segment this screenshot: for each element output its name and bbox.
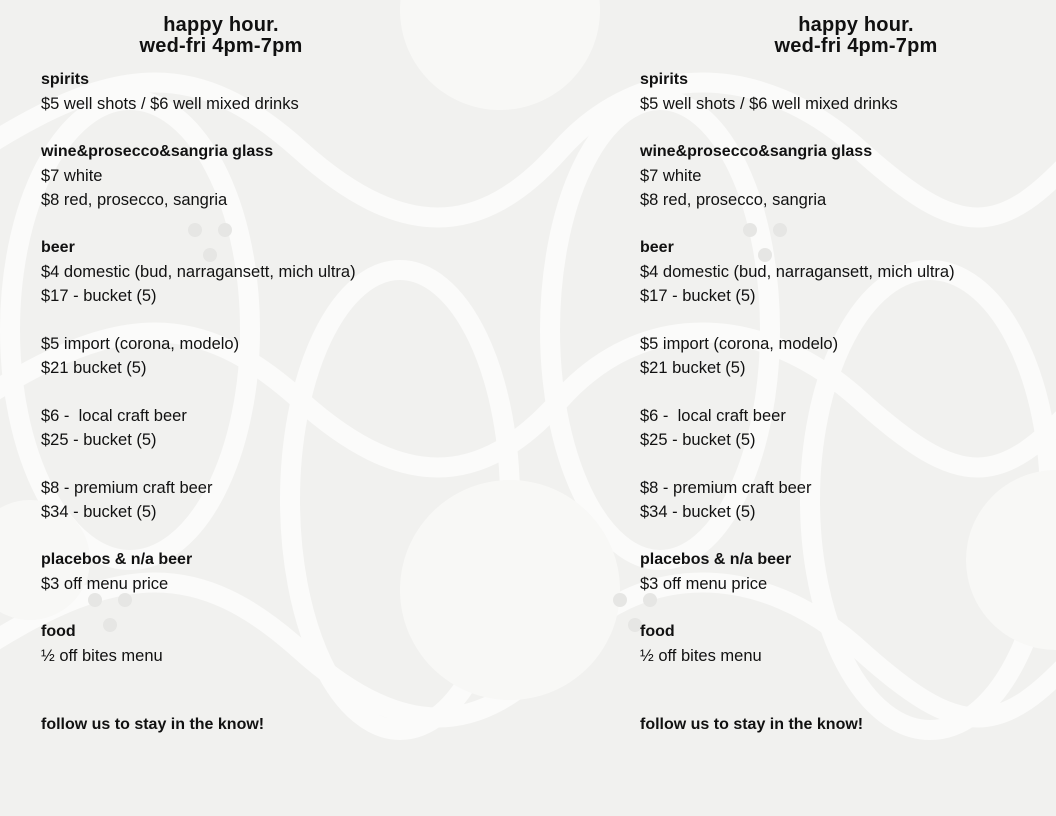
- menu-item: $3 off menu price: [640, 575, 768, 593]
- menu-item: $21 bucket (5): [640, 359, 746, 377]
- menu-item: $8 - premium craft beer: [41, 479, 213, 497]
- menu-item: $7 white: [41, 167, 103, 185]
- menu-title: [21, 15, 421, 57]
- menu-item: $8 red, prosecco, sangria: [640, 191, 827, 209]
- menu-item: $21 bucket (5): [41, 359, 147, 377]
- menu-item: $6 - local craft beer: [41, 407, 187, 425]
- section-heading-placebos: placebos & n/a beer: [640, 551, 792, 568]
- menu-item: ½ off bites menu: [41, 647, 163, 665]
- title-line-2: wed-fri 4pm-7pm: [139, 35, 303, 57]
- section-heading-wine: wine&prosecco&sangria glass: [640, 143, 873, 160]
- menu-item: $25 - bucket (5): [41, 431, 157, 449]
- title-line-2: wed-fri 4pm-7pm: [774, 35, 938, 57]
- menu-item: $8 red, prosecco, sangria: [41, 191, 228, 209]
- section-heading-spirits: spirits: [640, 71, 689, 88]
- menu-item: $4 domestic (bud, narragansett, mich ultra): [640, 263, 955, 281]
- follow-us-text: follow us to stay in the know!: [41, 716, 265, 733]
- menu-list: [640, 68, 955, 668]
- menu-item: ½ off bites menu: [640, 647, 762, 665]
- menu-title: [656, 15, 1056, 57]
- menu-item: $17 - bucket (5): [640, 287, 756, 305]
- menu-item: $8 - premium craft beer: [640, 479, 812, 497]
- menu-item: $25 - bucket (5): [640, 431, 756, 449]
- menu-list: [41, 68, 356, 668]
- title-line-1: happy hour.: [798, 14, 914, 36]
- menu-item: $7 white: [640, 167, 702, 185]
- section-heading-placebos: placebos & n/a beer: [41, 551, 193, 568]
- section-heading-beer: beer: [640, 239, 674, 256]
- section-heading-beer: beer: [41, 239, 75, 256]
- menu-item: $17 - bucket (5): [41, 287, 157, 305]
- menu-item: $5 import (corona, modelo): [640, 335, 839, 353]
- menu-item: $5 well shots / $6 well mixed drinks: [640, 95, 898, 113]
- menu-item: $5 well shots / $6 well mixed drinks: [41, 95, 299, 113]
- section-heading-food: food: [41, 623, 76, 640]
- menu-panel-right: [528, 0, 1056, 816]
- menu-item: $6 - local craft beer: [640, 407, 786, 425]
- section-heading-wine: wine&prosecco&sangria glass: [41, 143, 274, 160]
- menu-item: $34 - bucket (5): [640, 503, 756, 521]
- follow-us-text: follow us to stay in the know!: [640, 716, 864, 733]
- menu-item: $3 off menu price: [41, 575, 169, 593]
- menu-item: $4 domestic (bud, narragansett, mich ultra): [41, 263, 356, 281]
- section-heading-food: food: [640, 623, 675, 640]
- section-heading-spirits: spirits: [41, 71, 90, 88]
- title-line-1: happy hour.: [163, 14, 279, 36]
- menu-item: $34 - bucket (5): [41, 503, 157, 521]
- menu-item: $5 import (corona, modelo): [41, 335, 240, 353]
